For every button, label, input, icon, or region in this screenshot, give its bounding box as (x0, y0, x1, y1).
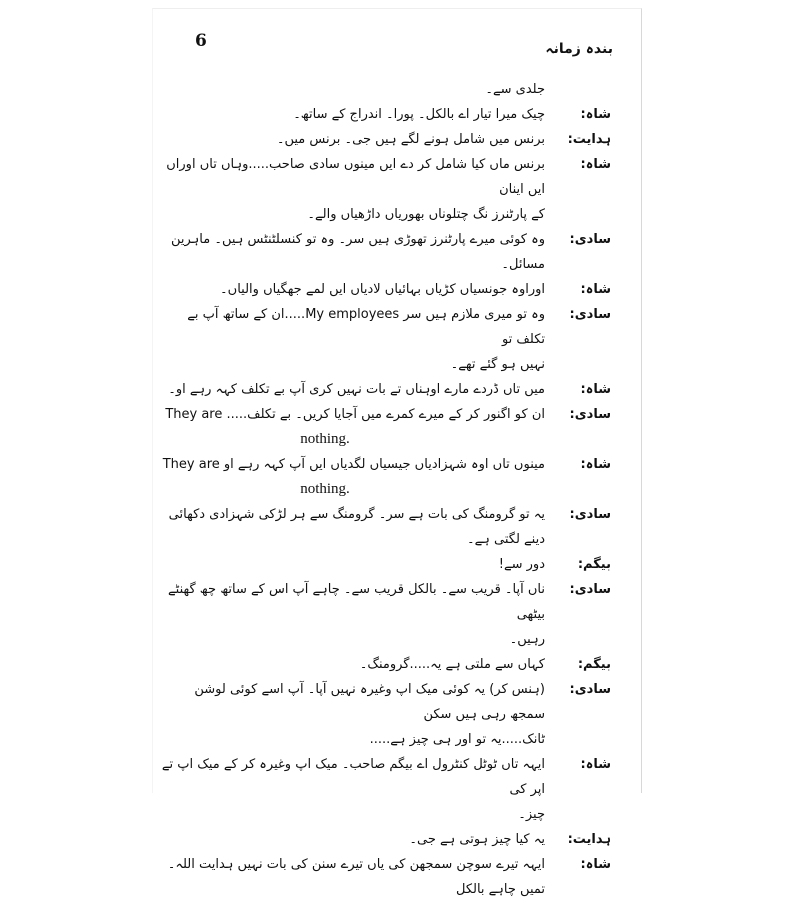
speaker-label: ہدایت: (567, 832, 611, 847)
speech-text: مینوں تاں اوہ شہزادیاں جیسیاں لگدیاں ایں آپ کہہ رہے او They are (162, 457, 545, 472)
speech-text: وہ کوئی میرے پارٹنرز تھوڑی ہیں سر۔ وہ تو کنسلٹنٹس ہیں۔ ماہرین مسائل۔ (171, 232, 545, 272)
speaker-label: شاہ: (580, 457, 611, 472)
speaker-label: شاہ: (580, 757, 611, 772)
speech-text: جلدی سے۔ (485, 82, 545, 97)
dialogue-line (153, 352, 641, 377)
dialogue-line (153, 402, 641, 427)
speech-text: (ہنس کر) یہ کوئی میک اپ وغیرہ نہیں آپا۔ آپ اسے کوئی لوشن سمجھ رہی ہیں سکن (194, 682, 545, 722)
speech-text: کے پارٹنرز نگ چتلوناں بھوریاں داڑھیاں والے۔ (307, 207, 545, 222)
speech-text: برنس ماں کیا شامل کر دے ایں مینوں سادی صاحب.....وہاں تاں اوراں ایں اینان (166, 157, 545, 197)
speech-text: کہاں سے ملتی ہے یہ.....گرومنگ۔ (359, 657, 545, 672)
speech-text: چیک میرا تیار اے بالکل۔ پورا۔ اندراج کے ساتھ۔ (293, 107, 545, 122)
speech-text: دور سے! (498, 557, 545, 572)
speaker-label: سادی: (569, 407, 611, 422)
speech-text: وہ تو میری ملازم ہیں سر My employees.....ان کے ساتھ آپ بے تکلف تو (187, 307, 545, 347)
speech-text: ایہہ تیرے سوچن سمجھن کی یاں تیرے سنن کی بات نہیں ہدایت اللہ۔ تمیں چاہے بالکل (167, 857, 545, 897)
dialogue-line (153, 752, 641, 802)
speech-text: ناں آپا۔ قریب سے۔ بالکل قریب سے۔ چاہے آپ اس کے ساتھ چھ گھنٹے بیٹھی (168, 582, 545, 622)
dialogue-line (153, 477, 641, 502)
page-number: 6 (195, 31, 207, 51)
speech-text: nothing. (300, 431, 350, 447)
dialogue-line (153, 852, 641, 902)
speech-text: ٹانک.....یہ تو اور ہی چیز ہے..... (369, 732, 545, 747)
speaker-label: بیگم: (577, 557, 611, 572)
speech-text: ایہہ تاں ٹوٹل کنٹرول اے بیگم صاحب۔ میک اپ وغیرہ کر کے میک اپ تے اپر کی (161, 757, 545, 797)
speaker-label: شاہ: (580, 382, 611, 397)
dialogue-line (153, 152, 641, 202)
speech-text: نہیں ہو گئے تھے۔ (450, 357, 545, 372)
dialogue-line (153, 452, 641, 477)
dialogue-line (153, 627, 641, 652)
speech-text: اوراوہ جونسیاں کڑیاں بہائیاں لادیاں ایں لمے جھگیاں والیاں۔ (220, 282, 545, 297)
dialogue-line (153, 502, 641, 552)
dialogue-line (153, 577, 641, 627)
dialogue-line (153, 827, 641, 852)
speaker-label: سادی: (569, 307, 611, 322)
dialogue-line (153, 227, 641, 277)
speaker-label: سادی: (569, 682, 611, 697)
speaker-label: شاہ: (580, 107, 611, 122)
speaker-label: سادی: (569, 582, 611, 597)
speaker-label: شاہ: (580, 857, 611, 872)
dialogue-line (153, 652, 641, 677)
dialogue-line (153, 552, 641, 577)
dialogue-line (153, 302, 641, 352)
dialogue-line (153, 202, 641, 227)
speech-text: رہیں۔ (509, 632, 545, 647)
speaker-label: سادی: (569, 507, 611, 522)
book-page (152, 8, 642, 897)
dialogue-line (153, 802, 641, 827)
dialogue-line (153, 102, 641, 127)
dialogue-line (153, 377, 641, 402)
dialogue-line (153, 427, 641, 452)
speaker-label: بیگم: (577, 657, 611, 672)
dialogue-line (153, 677, 641, 727)
speech-text: یہ تو گرومنگ کی بات ہے سر۔ گرومنگ سے ہر لڑکی شہزادی دکھائی دینے لگتی ہے۔ (168, 507, 545, 547)
dialogue-line (153, 277, 641, 302)
speaker-label: سادی: (569, 232, 611, 247)
dialogue-line (153, 127, 641, 152)
dialogue-line (153, 77, 641, 102)
speaker-label: شاہ: (580, 157, 611, 172)
speech-text: یہ کیا چیز ہوتی ہے جی۔ (409, 832, 545, 847)
running-title: بندہ زمانہ (545, 41, 613, 57)
dialogue-line (153, 727, 641, 752)
speech-text: چیز۔ (518, 807, 545, 822)
speaker-label: ہدایت: (567, 132, 611, 147)
speaker-label: شاہ: (580, 282, 611, 297)
speech-text: ان کو اگنور کر کے میرے کمرے میں آجایا کریں۔ بے تکلف..... They are (165, 407, 545, 422)
speech-text: nothing. (300, 481, 350, 497)
dialogue-script (153, 77, 641, 902)
speech-text: میں تاں ڈردے مارے اوہناں تے بات نہیں کری آپ بے تکلف کہہ رہے او۔ (168, 382, 545, 397)
speech-text: برنس میں شامل ہونے لگے ہیں جی۔ برنس میں۔ (276, 132, 545, 147)
